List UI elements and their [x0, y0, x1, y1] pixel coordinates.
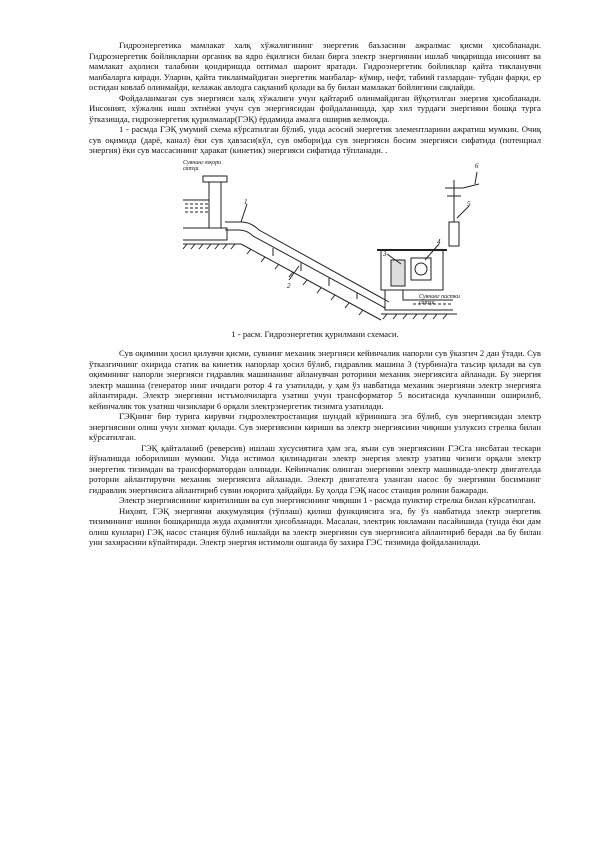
figure-number-3: 3 [383, 249, 387, 258]
paragraph-reversible: ГЭҚ қайталаниб (реверсив) ишлаш хусусиятига ҳам эга, яъни сув энергиясини ГЭСга нисбатан тескари йўналишда юборилиши мумкин. Унда истимол қилинадиган электр энергия электр узатиш чизиги орқали электр энергетик тизимдан ва трансформатордан олинади. Кейинчалик олинган энергияни электр машинада-электр двигателда роторни айлантирувчи механик энергиясига айланади. Электр двигателга уланган насос бу энергияни босимнинг гидравлик энергиясига айлантириб сувни юқорига ҳайдайди. Бу ҳолда ГЭҚ насос станция ролини бажаради. [89, 442, 541, 495]
figure-number-2: 2 [287, 281, 291, 290]
paragraph-figure-reference: 1 - расмда ГЭҚ умумий схема кўрсатилган бўлиб, унда асосий энергетик элементларини ажратиш мумкин. Очиқ сув оқимида (дарё, канал) ёки сув ҳавзаси(кўл, сув омбори)да сув энергияси босим энергияси сифатида (потенциал энергия) ёки сув массасининг ҳаракат (кинетик) энергияси сифатида тўпланади. . [89, 124, 541, 155]
paragraph-energy-flow: Сув оқимини ҳосил қилувчи қисми, сувнинг механик энергияси кейинчалик напорли сув ўказгич 2 дан ўтади. Сув ўтказгичнинг охирида статик ва кинетик напорлар ҳосил бўлиб, гидравлик машина 3 (турбина)га таъсир қилади ва сув оқимининг напорли энергияси гидравлик машинанинг айланувчан роторини механик энергиясига айланади. Бу энергия электр машина (генератор нинг ичидаги ротор 4 га узатилади, у ҳам ўз навбатида механик энергияни электр энергияга айлантиради. Электр энергияни истъмолчиларга узатиш учун трансформатор 5 воситасида кучланиши оширилиб, кейинчалик ток узатиш чизиклари 6 орқали электрэнергетик тизимга узатилади. [89, 348, 541, 411]
document-page [89, 40, 541, 548]
figure-hydro-scheme [89, 158, 541, 326]
label-lower-water-level: Сувнинг пастки сатҳи [419, 293, 460, 306]
paragraph-intro: Гидроэнергетика мамлакат халқ хўжалигининг энергетик баъзасини ажралмас қисми ҳисобланади. Гидроэнергетик бойликларни органик ва ядро ёқилгиси билан бирга электр энергиянни ишлаб чиқаришда инсоният ва мамлакат аҳолиси талабини қондиришда оптимал шароит яратади. Гидроэнергетик бойликлар қайта тикланувчи манбаларга киради. Уларни, қайта тикланмайдиган энергетик манбалар- кўмир, нефт, табиий газлардан- тубдан фарқи, ер остидан ковлаб олинмайди, келажак авлодга сақланиб қолади ва бу билан мамлакат бойлигини сақлайди. [89, 40, 541, 92]
figure-number-1: 1 [244, 197, 248, 206]
figure-number-4: 4 [437, 237, 441, 246]
paragraph-accumulation: Ниҳоят, ГЭҚ энергияни аккумуляция (тўплаш) қилиш функциясига эга, бу ўз навбатида электр энергетик тизимининг ишини бошқаришда жуда аҳамиятли ҳисобланади. Масалан, электрик юкламани пасайишида (тунда ёки дам олиш кунлари) ГЭҚ насос станция бўлиб ишлайди ва электр энергияни сув энергиясига айлантириб беради .ва бу билан уни захирасини кўпайтиради. Электр энергия истимоли ошганда бу захира ГЭС тизимида фойдаланилади. [89, 505, 541, 547]
paragraph-hydropower-station: ГЭҚнинг бир турига кирувчи гидроэлектростанция шундай кўринишга эга бўлиб, сув энергиясидан электр энергиясини олиш учун хизмат қилади. Сув энергиясини кириши ва электр энергиясини чиқиши узлуксиз стрелка билан кўрсатилган. [89, 411, 541, 442]
figure-number-5: 5 [467, 199, 471, 208]
figure-number-6: 6 [475, 161, 479, 170]
figure-caption: 1 - расм. Гидроэнергетик қурилмани схемаси. [231, 328, 399, 339]
paragraph-unused-energy: Фойдаланмаган сув энергияси халқ хўжалиги учун қайтариб олинмайдиган йўқотилган энергия ҳисобланади. Инсоният, хўжалик ишш эхтиёжи учун сув энергиясидан фойдаланишда, ҳар хил турдаги энергияни бошқа турга ўтказишда, гидроэнергетик қурилмалар(ГЭҚ) ёрдамида амалга оширив келмоқда. [89, 92, 541, 124]
paragraph-dashed-arrow: Электр энергиясининг киритилиши ва сув энергиясининг чиқиши 1 - расмда пунктир стрелка билан кўрсатилган. [119, 495, 536, 505]
label-upper-water-level: Сувнинг юқори сатҳи [183, 159, 222, 172]
